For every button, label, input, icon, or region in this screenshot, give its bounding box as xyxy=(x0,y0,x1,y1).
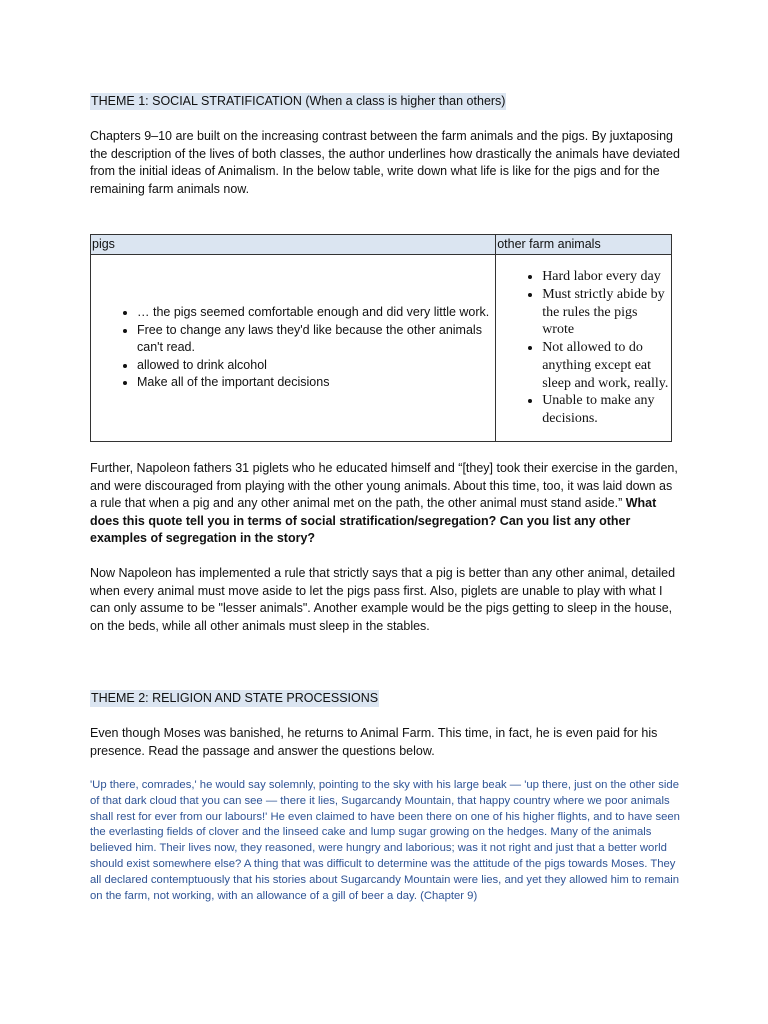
passage1-text: Further, Napoleon fathers 31 piglets who he educated himself and “[they] took their exercise in the garden, and were discouraged from playing with the other young animals. About this time, too, it was laid down as a rule that when a pig and any other animal met on the path, the other animal must stand aside.” xyxy=(90,461,678,511)
list-item: • allowed to drink alcohol xyxy=(137,357,495,375)
header-other-animals: other farm animals xyxy=(496,235,672,255)
header-pigs: pigs xyxy=(91,235,496,255)
list-item: • Make all of the important decisions xyxy=(137,374,495,392)
other-animals-cell[interactable] xyxy=(496,255,672,442)
list-item: • Free to change any laws they'd like because the other animals can't read. xyxy=(137,322,495,357)
answer1[interactable]: Now Napoleon has implemented a rule that strictly says that a pig is better than any other animal, detailed when every animal must move aside to let the pigs pass first. Also, piglets are unable to play with what I can only assume to be "lesser animals". Another example would be the pigs getting to sleep in the house, on the beds, while all other animals must sleep in the stables. xyxy=(90,566,676,633)
theme1-title: THEME 1: SOCIAL STRATIFICATION (When a class is higher than others) xyxy=(91,94,506,108)
passage1-question: What does this quote tell you in terms of social stratification/segregation? Can you list any other examples of segregation in the story? xyxy=(90,496,657,546)
theme1-intro: Chapters 9–10 are built on the increasing contrast between the farm animals and the pigs. By juxtaposing the description of the lives of both classes, the author underlines how drastically the animals have deviated from the initial ideas of Animalism. In the below table, write down what life is like for the pigs and for the remaining farm animals now. xyxy=(90,129,680,196)
table-header-row xyxy=(91,235,672,255)
pigs-cell[interactable] xyxy=(91,255,496,442)
list-item: • Not allowed to do anything except eat sleep and work, really. xyxy=(542,339,671,392)
passage1 xyxy=(90,460,682,548)
theme2-title: THEME 2: RELIGION AND STATE PROCESSIONS xyxy=(91,691,379,705)
list-item: • Must strictly abide by the rules the pigs wrote xyxy=(542,286,671,339)
list-item: • Hard labor every day xyxy=(542,268,671,286)
theme2-intro: Even though Moses was banished, he returns to Animal Farm. This time, in fact, he is even paid for his presence. Read the passage and answer the questions below. xyxy=(90,726,658,758)
list-item: • Unable to make any decisions. xyxy=(542,392,671,428)
table-body-row xyxy=(91,255,672,442)
moses-quote: 'Up there, comrades,' he would say solemnly, pointing to the sky with his large beak — 'up there, just on the other side of that dark cloud that you can see — there it lies, Sugarcandy Mountain, that happy country where we poor animals shall rest for ever from our labours!' He even claimed to have been there on one of his higher flights, and to have seen the everlasting fields of clover and the linseed cake and lump sugar growing on the hedges. Many of the animals believed him. Their lives now, they reasoned, were hungry and laborious; was it not right and just that a better world should exist somewhere else? A thing that was difficult to determine was the attitude of the pigs towards Moses. They all declared contemptuously that his stories about Sugarcandy Mountain were lies, and yet they allowed him to remain on the farm, not working, with an allowance of a gill of beer a day. (Chapter 9) xyxy=(90,779,680,902)
pigs-list xyxy=(91,304,495,392)
list-item: • … the pigs seemed comfortable enough and did very little work. xyxy=(137,304,495,322)
other-animals-list xyxy=(496,268,671,428)
stratification-table xyxy=(90,234,672,442)
